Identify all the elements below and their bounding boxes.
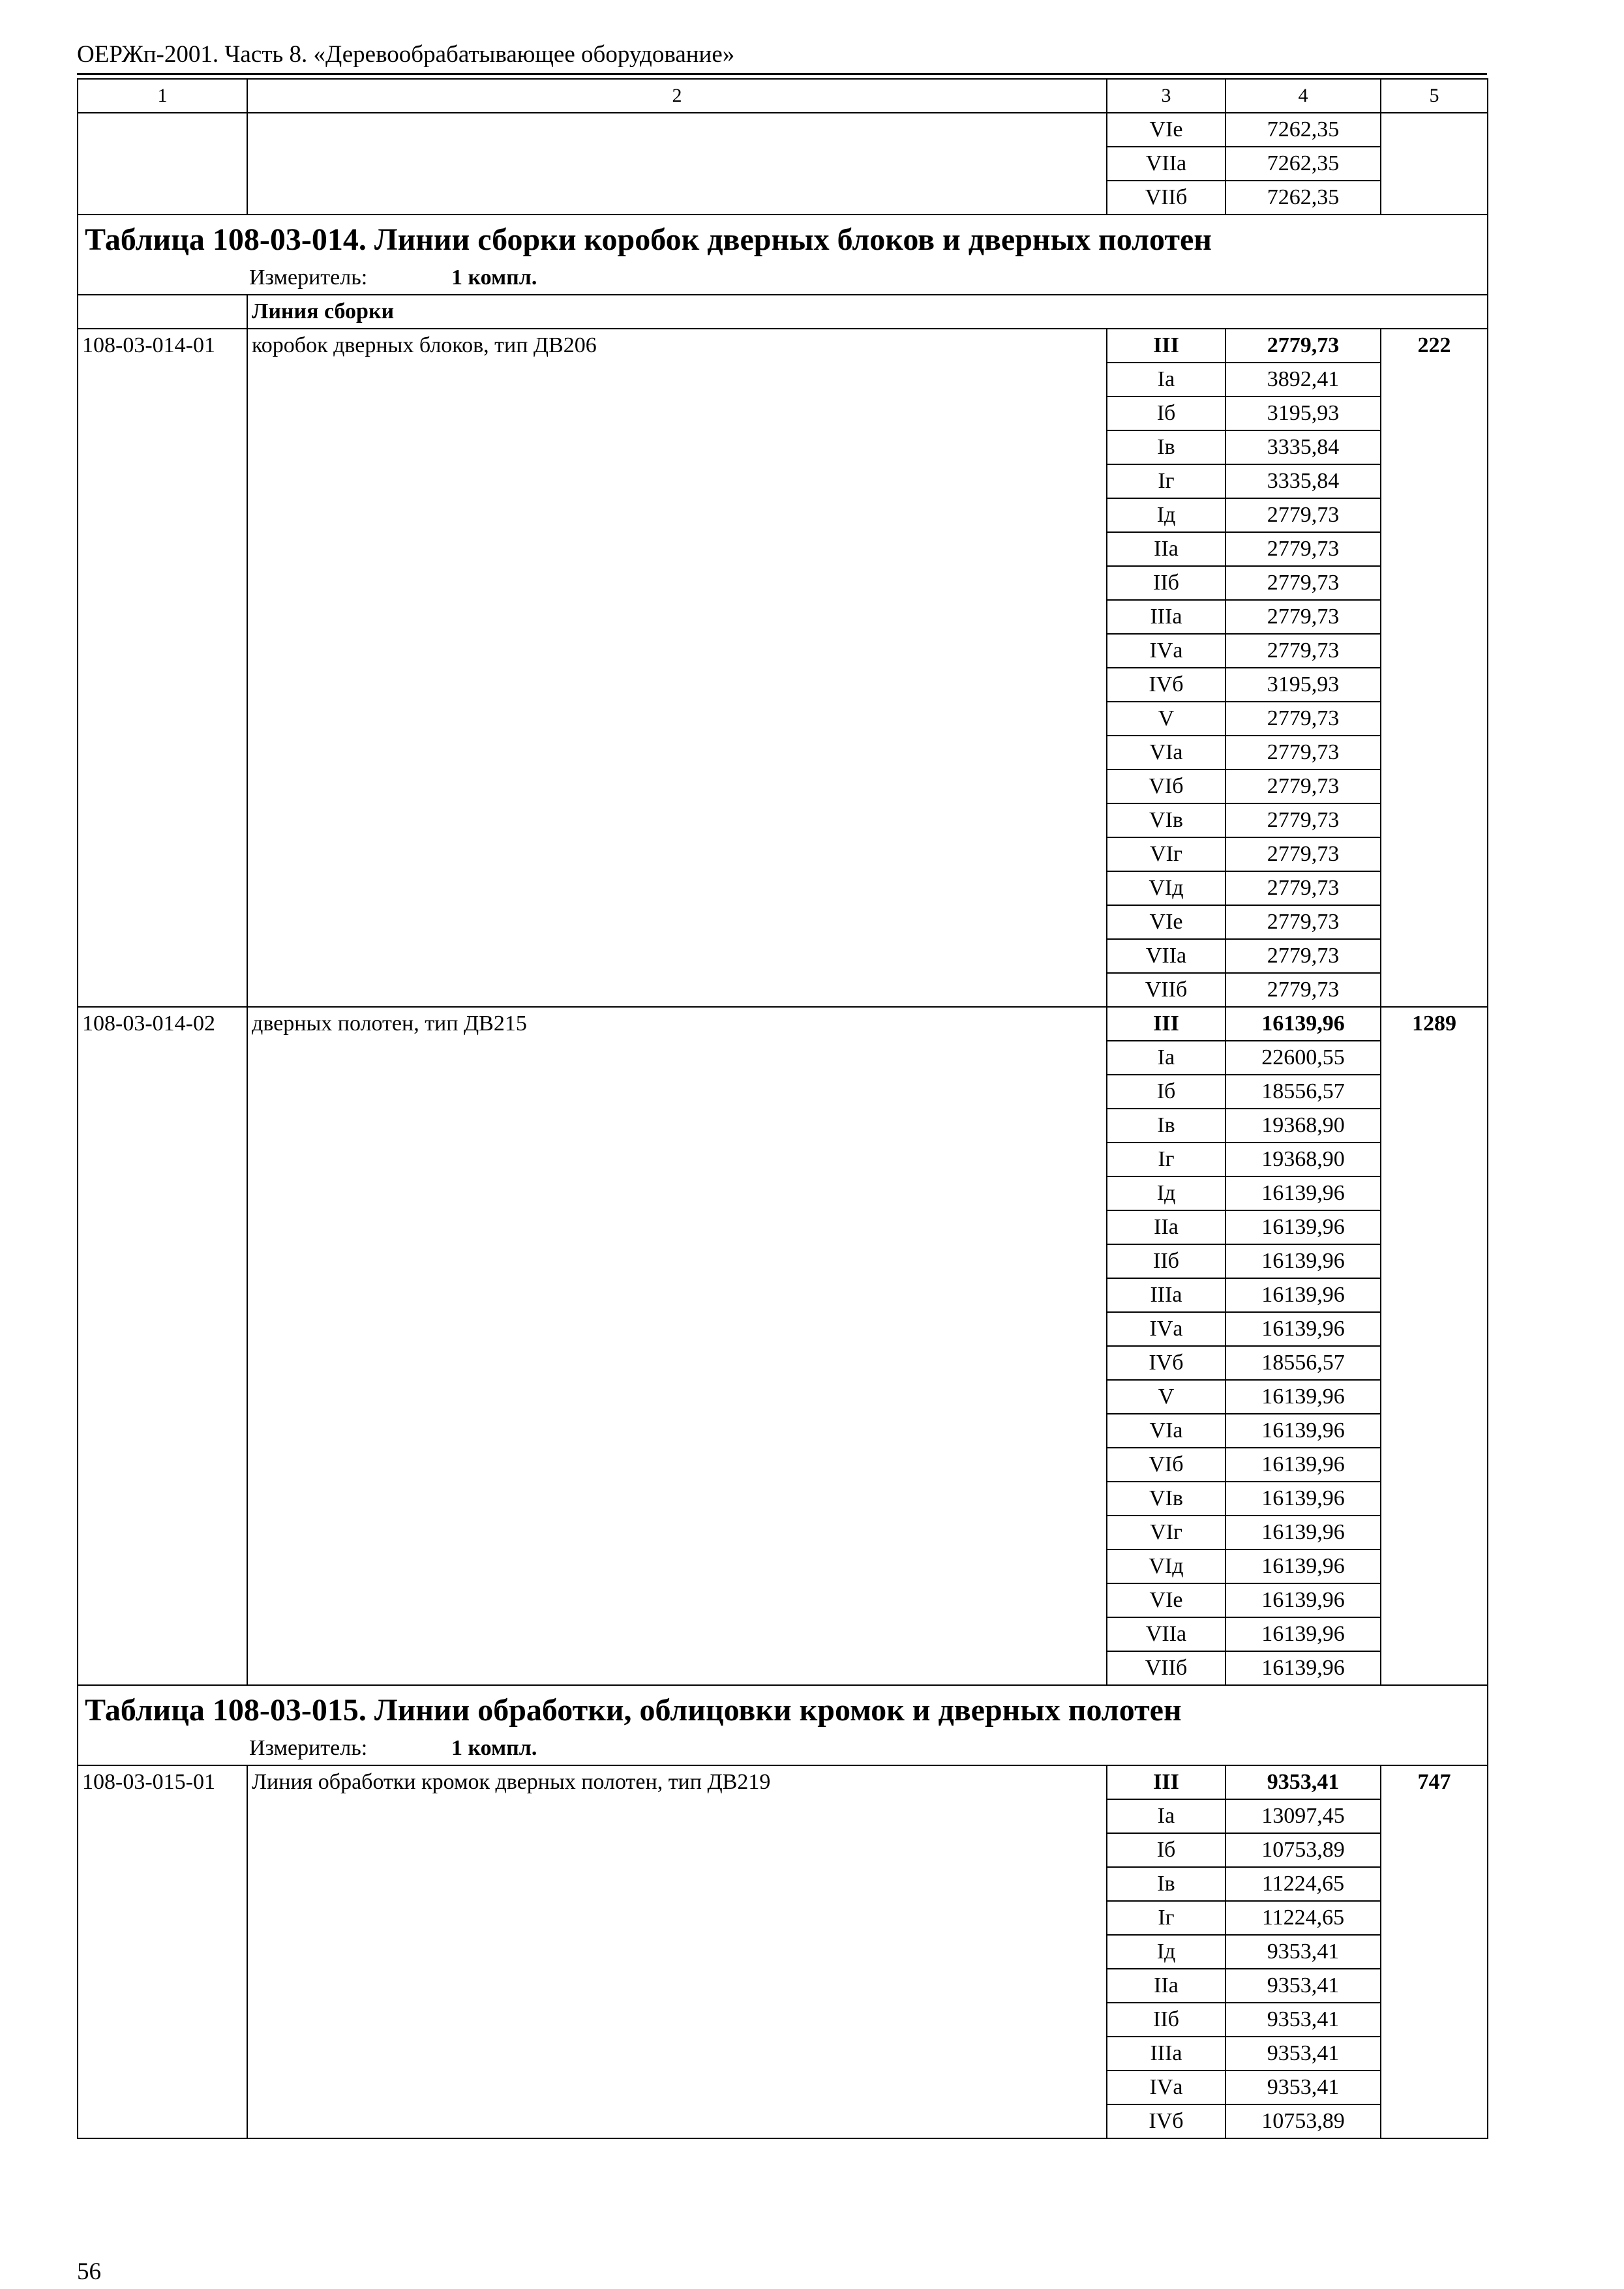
price-cell: 16139,96 — [1226, 1549, 1381, 1583]
price-cell: 2779,73 — [1226, 600, 1381, 634]
price-cell: 9353,41 — [1226, 2003, 1381, 2037]
price-cell: 16139,96 — [1226, 1583, 1381, 1617]
price-cell: 9353,41 — [1226, 2037, 1381, 2071]
table-row — [78, 1765, 1488, 1799]
zone-cell: IIа — [1107, 1210, 1226, 1244]
price-cell: 2779,73 — [1226, 939, 1381, 973]
column-number: 4 — [1226, 79, 1381, 113]
price-table-body — [78, 79, 1488, 2138]
measure-cell — [78, 1735, 1488, 1765]
extra-cell: 1289 — [1381, 1007, 1488, 1685]
extra-cell: 222 — [1381, 329, 1488, 1007]
zone-cell: III — [1107, 1007, 1226, 1041]
zone-cell: VIб — [1107, 770, 1226, 803]
price-cell: 16139,96 — [1226, 1617, 1381, 1651]
zone-cell: Iа — [1107, 1041, 1226, 1075]
price-cell: 13097,45 — [1226, 1799, 1381, 1833]
zone-cell: IVа — [1107, 634, 1226, 668]
zone-cell: IVб — [1107, 2104, 1226, 2138]
page-header: ОЕРЖп-2001. Часть 8. «Деревообрабатывающее оборудование» — [77, 41, 735, 68]
price-cell: 2779,73 — [1226, 566, 1381, 600]
zone-cell: VIд — [1107, 871, 1226, 905]
description-cell — [247, 113, 1107, 215]
zone-cell: VIв — [1107, 803, 1226, 837]
price-cell: 2779,73 — [1226, 973, 1381, 1007]
page-number: 56 — [77, 2258, 101, 2285]
zone-cell: Iа — [1107, 363, 1226, 396]
zone-cell: Iг — [1107, 1143, 1226, 1176]
price-cell: 16139,96 — [1226, 1278, 1381, 1312]
measure-row — [78, 1735, 1488, 1765]
price-cell: 16139,96 — [1226, 1414, 1381, 1448]
price-cell: 16139,96 — [1226, 1176, 1381, 1210]
column-number: 3 — [1107, 79, 1226, 113]
price-cell: 11224,65 — [1226, 1901, 1381, 1935]
price-cell: 2779,73 — [1226, 905, 1381, 939]
zone-cell: III — [1107, 1765, 1226, 1799]
price-cell: 7262,35 — [1226, 113, 1381, 147]
zone-cell: VIIа — [1107, 939, 1226, 973]
price-cell: 2779,73 — [1226, 803, 1381, 837]
price-cell: 2779,73 — [1226, 329, 1381, 363]
zone-cell: IIб — [1107, 1244, 1226, 1278]
zone-cell: Iв — [1107, 1109, 1226, 1143]
price-cell: 18556,57 — [1226, 1346, 1381, 1380]
zone-cell: VIв — [1107, 1482, 1226, 1516]
zone-cell: VIа — [1107, 1414, 1226, 1448]
zone-cell: IIа — [1107, 1969, 1226, 2003]
zone-cell: VIе — [1107, 905, 1226, 939]
zone-cell: Iв — [1107, 430, 1226, 464]
zone-cell: VIе — [1107, 113, 1226, 147]
price-cell: 16139,96 — [1226, 1312, 1381, 1346]
zone-cell: IIа — [1107, 532, 1226, 566]
measure-label: Измеритель: — [249, 1736, 368, 1760]
price-cell: 16139,96 — [1226, 1007, 1381, 1041]
price-cell: 3335,84 — [1226, 430, 1381, 464]
price-cell: 3335,84 — [1226, 464, 1381, 498]
zone-cell: Iб — [1107, 396, 1226, 430]
price-cell: 2779,73 — [1226, 837, 1381, 871]
price-cell: 16139,96 — [1226, 1210, 1381, 1244]
zone-cell: V — [1107, 1380, 1226, 1414]
zone-cell: Iг — [1107, 464, 1226, 498]
table-title: Таблица 108-03-014. Линии сборки коробок дверных блоков и дверных полотен — [78, 215, 1488, 265]
price-cell: 9353,41 — [1226, 1765, 1381, 1799]
price-cell: 10753,89 — [1226, 1833, 1381, 1867]
zone-cell: V — [1107, 702, 1226, 736]
zone-cell: VIIб — [1107, 973, 1226, 1007]
measure-label: Измеритель: — [249, 265, 368, 290]
zone-cell: Iд — [1107, 1935, 1226, 1969]
price-cell: 11224,65 — [1226, 1867, 1381, 1901]
description-cell: коробок дверных блоков, тип ДВ206 — [247, 329, 1107, 1007]
zone-cell: Iа — [1107, 1799, 1226, 1833]
price-cell: 2779,73 — [1226, 871, 1381, 905]
price-cell: 16139,96 — [1226, 1448, 1381, 1482]
zone-cell: VIа — [1107, 736, 1226, 770]
code-cell: 108-03-014-01 — [78, 329, 247, 1007]
zone-cell: VIг — [1107, 1516, 1226, 1549]
price-cell: 16139,96 — [1226, 1516, 1381, 1549]
table-title-row — [78, 1685, 1488, 1735]
price-cell: 2779,73 — [1226, 702, 1381, 736]
code-cell: 108-03-014-02 — [78, 1007, 247, 1685]
zone-cell: IIб — [1107, 2003, 1226, 2037]
price-cell: 19368,90 — [1226, 1143, 1381, 1176]
price-cell: 22600,55 — [1226, 1041, 1381, 1075]
zone-cell: IVа — [1107, 1312, 1226, 1346]
price-cell: 16139,96 — [1226, 1651, 1381, 1685]
price-cell: 3892,41 — [1226, 363, 1381, 396]
zone-cell: IVа — [1107, 2071, 1226, 2104]
zone-cell: Iг — [1107, 1901, 1226, 1935]
zone-cell: VIд — [1107, 1549, 1226, 1583]
price-cell: 2779,73 — [1226, 736, 1381, 770]
column-number: 5 — [1381, 79, 1488, 113]
zone-cell: IIIа — [1107, 1278, 1226, 1312]
code-cell — [78, 113, 247, 215]
zone-cell: IIIа — [1107, 600, 1226, 634]
price-cell: 2779,73 — [1226, 532, 1381, 566]
zone-cell: VIIб — [1107, 1651, 1226, 1685]
price-cell: 9353,41 — [1226, 1969, 1381, 2003]
subheader-row — [78, 295, 1488, 329]
zone-cell: III — [1107, 329, 1226, 363]
measure-value: 1 компл. — [451, 1736, 537, 1760]
table-row — [78, 329, 1488, 363]
price-cell: 2779,73 — [1226, 770, 1381, 803]
description-cell: Линия обработки кромок дверных полотен, тип ДВ219 — [247, 1765, 1107, 2138]
column-number: 1 — [78, 79, 247, 113]
zone-cell: Iд — [1107, 1176, 1226, 1210]
price-cell: 7262,35 — [1226, 147, 1381, 181]
column-number-row — [78, 79, 1488, 113]
table-row — [78, 1007, 1488, 1041]
price-cell: 16139,96 — [1226, 1482, 1381, 1516]
description-cell: дверных полотен, тип ДВ215 — [247, 1007, 1107, 1685]
zone-cell: Iб — [1107, 1075, 1226, 1109]
price-cell: 2779,73 — [1226, 634, 1381, 668]
zone-cell: VIб — [1107, 1448, 1226, 1482]
price-cell: 2779,73 — [1226, 498, 1381, 532]
zone-cell: VIIб — [1107, 181, 1226, 215]
price-cell: 9353,41 — [1226, 1935, 1381, 1969]
code-cell: 108-03-015-01 — [78, 1765, 247, 2138]
extra-cell: 747 — [1381, 1765, 1488, 2138]
price-table — [77, 78, 1488, 2139]
table-row — [78, 113, 1488, 147]
price-cell: 7262,35 — [1226, 181, 1381, 215]
zone-cell: VIIа — [1107, 147, 1226, 181]
subheader: Линия сборки — [247, 295, 1488, 329]
zone-cell: IIIа — [1107, 2037, 1226, 2071]
price-cell: 16139,96 — [1226, 1244, 1381, 1278]
zone-cell: Iв — [1107, 1867, 1226, 1901]
zone-cell: IVб — [1107, 1346, 1226, 1380]
measure-value: 1 компл. — [451, 265, 537, 290]
measure-cell — [78, 265, 1488, 295]
zone-cell: Iб — [1107, 1833, 1226, 1867]
zone-cell: VIе — [1107, 1583, 1226, 1617]
column-number: 2 — [247, 79, 1107, 113]
zone-cell: VIIа — [1107, 1617, 1226, 1651]
measure-row — [78, 265, 1488, 295]
zone-cell: IIб — [1107, 566, 1226, 600]
zone-cell: IVб — [1107, 668, 1226, 702]
zone-cell: Iд — [1107, 498, 1226, 532]
price-cell: 9353,41 — [1226, 2071, 1381, 2104]
header-rule — [77, 73, 1487, 75]
price-cell: 16139,96 — [1226, 1380, 1381, 1414]
table-title-row — [78, 215, 1488, 265]
zone-cell: VIг — [1107, 837, 1226, 871]
table-title: Таблица 108-03-015. Линии обработки, облицовки кромок и дверных полотен — [78, 1685, 1488, 1735]
price-cell: 18556,57 — [1226, 1075, 1381, 1109]
subheader-spacer — [78, 295, 247, 329]
price-cell: 3195,93 — [1226, 668, 1381, 702]
price-cell: 3195,93 — [1226, 396, 1381, 430]
extra-cell — [1381, 113, 1488, 215]
price-cell: 19368,90 — [1226, 1109, 1381, 1143]
price-cell: 10753,89 — [1226, 2104, 1381, 2138]
